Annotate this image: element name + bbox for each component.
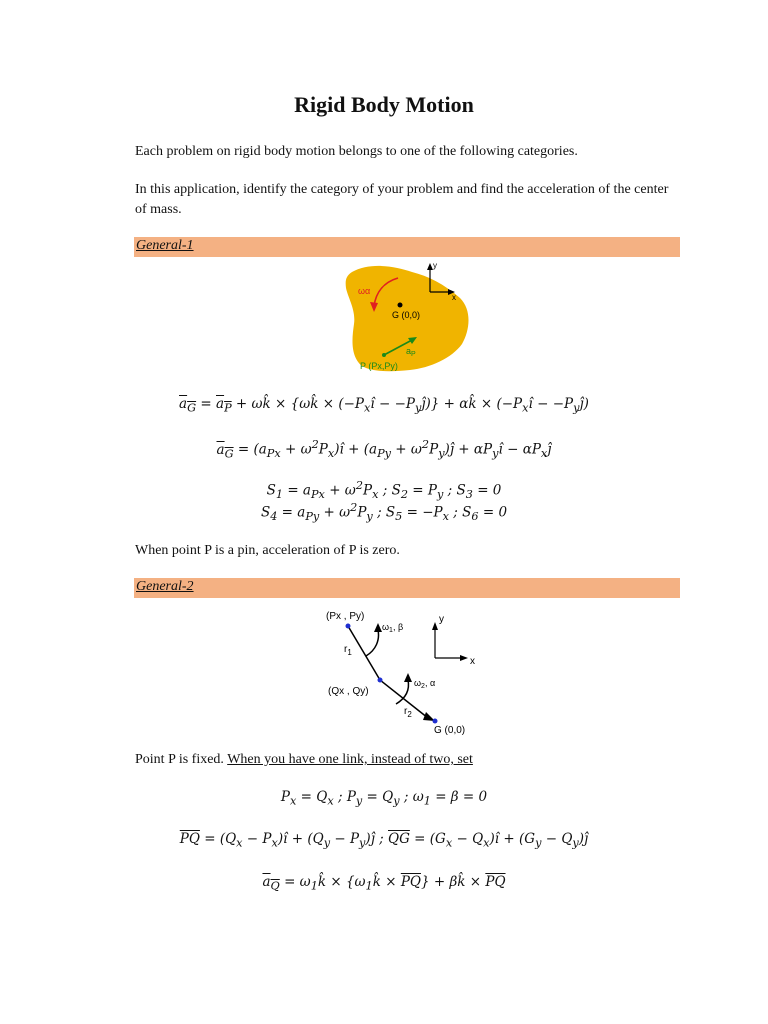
axis-x-label: x — [452, 293, 456, 302]
g-label: G (0,0) — [392, 310, 421, 320]
axis-x-arrowhead-icon — [460, 655, 468, 661]
point-q — [378, 678, 383, 683]
fixed-point-note: Point P is fixed. When you have one link, instead of two, set — [135, 752, 473, 767]
equation-s4-s6: $S_4 = a_{Py} + \omega^2P_y$ ; $S_5 = -P_x$ ; $S_6 = 0$ — [260, 501, 508, 524]
axis-y-label: y — [439, 614, 444, 625]
r1-label: $r_1$ — [344, 644, 352, 657]
r2-label: $r_2$ — [404, 706, 412, 719]
g-label: G (0,0) — [434, 725, 466, 735]
omega2-label: $\omega_2$, α — [414, 678, 436, 690]
point-g — [433, 719, 438, 724]
link-r1 — [348, 626, 380, 680]
section-heading-bar-general-2 — [134, 578, 680, 598]
equation-aq: $a_Q$ = $\omega_1k̂$ × $\{\omega_1k̂ \times \overline{PQ}\}$ + βk̂ × $\overline{PQ}$ — [262, 874, 506, 893]
intro-paragraph-2: In this application, identify the category of your problem and find the acceleration of the center of mass. — [135, 182, 669, 217]
ap-label: $a_P$ — [406, 346, 416, 358]
equation-s1-s3: $S_1 = a_{Px} + \omega^2P_x$ ; $S_2 = P_y$ ; $S_3 = 0$ — [266, 479, 502, 502]
section-heading-bar-general-1 — [134, 237, 680, 257]
page-title: Rigid Body Motion — [294, 92, 474, 117]
omega-alpha-label: ωα — [358, 286, 371, 296]
rigid-body-figure — [340, 258, 480, 383]
equation-single-link: $P_x = Q_x$ ; $P_y = Q_y$ ; $\omega_1 = \beta = 0$ — [280, 789, 488, 808]
p-label: P (Px,Py) — [360, 361, 398, 371]
omega2-arrowhead-icon — [404, 673, 412, 682]
p-coords-label: (Px , Py) — [326, 611, 365, 622]
pin-note: When point P is a pin, acceleration of P is zero. — [135, 543, 400, 558]
q-coords-label: (Qx , Qy) — [328, 686, 369, 697]
section-heading-general-1: General-1 — [136, 238, 194, 253]
point-p — [346, 624, 351, 629]
axis-y-label: y — [433, 261, 437, 270]
equation-ag-expanded: $a_G = (a_{Px}$ + $\omega^2P_x)î + (a_{Py}$ + $\omega^2P_y)ĵ$ + $\alpha P_yî$ − $\alpha P_xĵ$ — [216, 438, 552, 461]
center-of-mass-point — [398, 303, 403, 308]
section-heading-general-2: General-2 — [136, 579, 194, 594]
equation-ag-cross-product: $a_G = a_P$ + ωk̂ × {ωk̂ × ($-P_xî$ − $-P_yĵ$)} + αk̂ × ($-P_xî$ − $-P_yĵ$) — [179, 396, 589, 415]
axis-y-arrowhead-icon — [432, 622, 438, 630]
omega1-arrow-icon — [366, 630, 379, 656]
omega1-arrowhead-icon — [374, 623, 382, 632]
two-link-figure — [300, 600, 500, 740]
intro-paragraph-1: Each problem on rigid body motion belongs to one of the following categories. — [135, 144, 578, 159]
omega1-label: $\omega_1$, β — [382, 622, 404, 634]
axis-x-label: x — [470, 656, 475, 667]
equation-pq-qg: $\overline{PQ} = (Q_x$ − $P_x)î + (Q_y$ − $P_y)ĵ$ ; $\overline{QG} = (G_x$ − $Q_x)î + (G_y$ − $Q_y)ĵ$ — [179, 831, 589, 850]
